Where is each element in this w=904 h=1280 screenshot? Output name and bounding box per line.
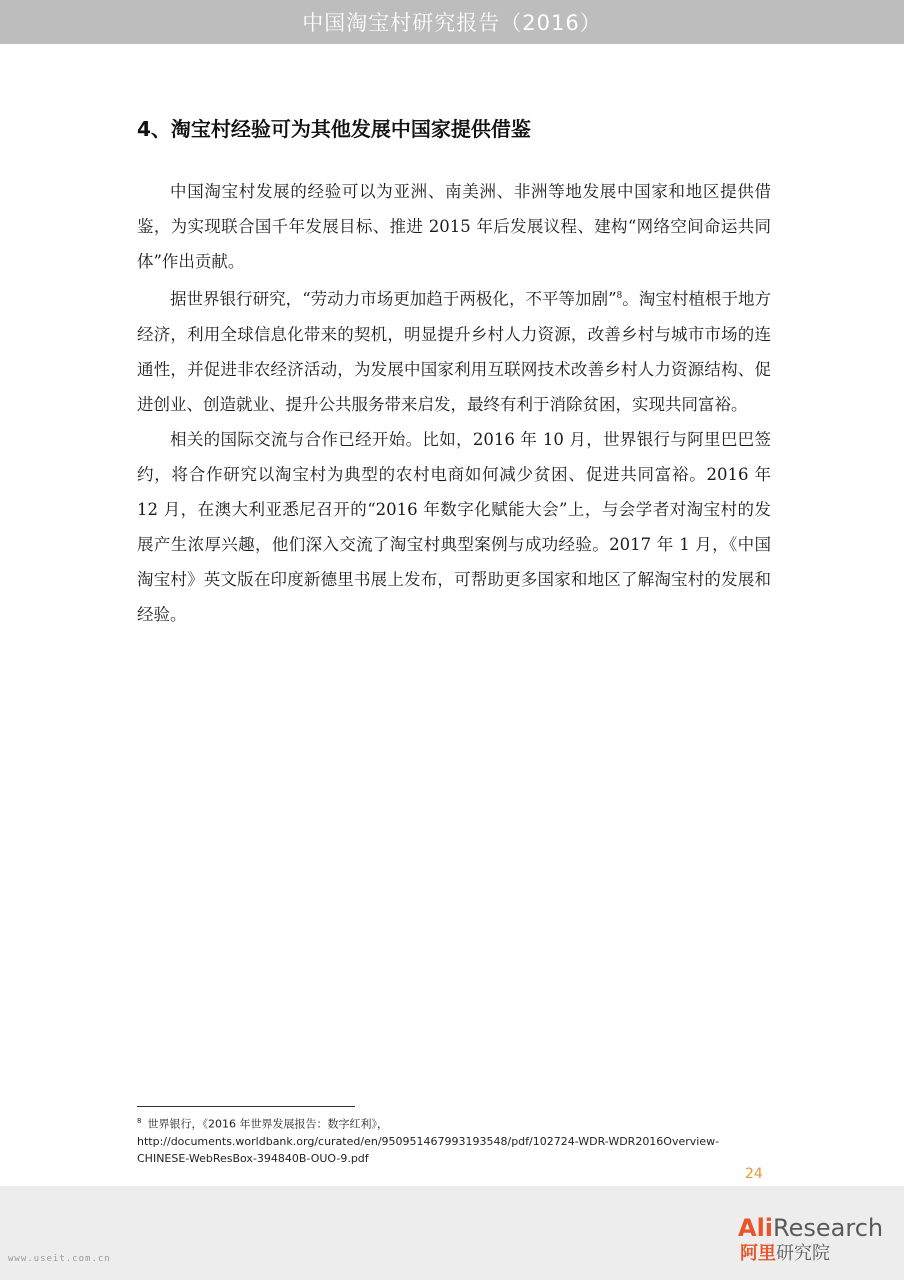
page-header [0,0,904,44]
body-text [137,174,771,632]
header-title: 中国淘宝村研究报告（2016） [302,11,602,35]
footnote [137,1113,777,1167]
watermark: www.useit.com.cn [8,1254,111,1264]
footnote-text: 世界银行，《2016 年世界发展报告：数字红利》， [147,1117,388,1131]
footnote-divider [137,1106,355,1107]
logo-cn-brand: 阿里 [740,1243,776,1264]
paragraph-2 [137,279,771,422]
page-number: 24 [745,1166,763,1182]
aliresearch-logo [738,1214,900,1270]
footnote-url-line-1[interactable]: http://documents.worldbank.org/curated/en/950951467993193548/pdf/102724-WDR-WDR2016Overview- [137,1134,720,1148]
footnote-number: 8 [137,1117,142,1125]
logo-ali: Ali [738,1214,774,1242]
logo-research: Research [773,1214,884,1242]
footnote-url-line-2[interactable]: CHINESE-WebResBox-394840B-OUO-9.pdf [137,1151,369,1165]
logo-cn-institute: 研究院 [776,1243,830,1264]
logo-english [738,1214,883,1242]
paragraph-2-part-1: 据世界银行研究，“劳动力市场更加趋于两极化，不平等加剧” [170,289,617,309]
section-title: 4、淘宝村经验可为其他发展中国家提供借鉴 [137,117,531,141]
footnote-citation [137,1113,777,1133]
footnote-ref[interactable]: 8 [616,291,623,301]
paragraph-2-part-2: 。淘宝村植根于地方经济，利用全球信息化带来的契机，明显提升乡村人力资源，改善乡村与城市市场的连通性，并促进非农经济活动，为发展中国家利用互联网技术改善乡村人力资源结构、促进创业、创造就业、提升公共服务带来启发，最终有利于消除贫困，实现共同富裕。 [137,289,772,414]
paragraph-3: 相关的国际交流与合作已经开始。比如，2016 年 10 月，世界银行与阿里巴巴签约，将合作研究以淘宝村为典型的农村电商如何减少贫困、促进共同富裕。2016 年 12 月，在澳大利亚悉尼召开的“2016 年数字化赋能大会”上，与会学者对淘宝村的发展产生浓厚兴趣，他们深入交流了淘宝村典型案例与成功经验。2017 年 1 月，《中国淘宝村》英文版在印度新德里书展上发布，可帮助更多国家和地区了解淘宝村的发展和经验。 [137,429,771,624]
logo-chinese [740,1243,830,1265]
paragraph-1: 中国淘宝村发展的经验可以为亚洲、南美洲、非洲等地发展中国家和地区提供借鉴，为实现联合国千年发展目标、推进 2015 年后发展议程、建构“网络空间命运共同体”作出贡献。 [137,182,771,271]
